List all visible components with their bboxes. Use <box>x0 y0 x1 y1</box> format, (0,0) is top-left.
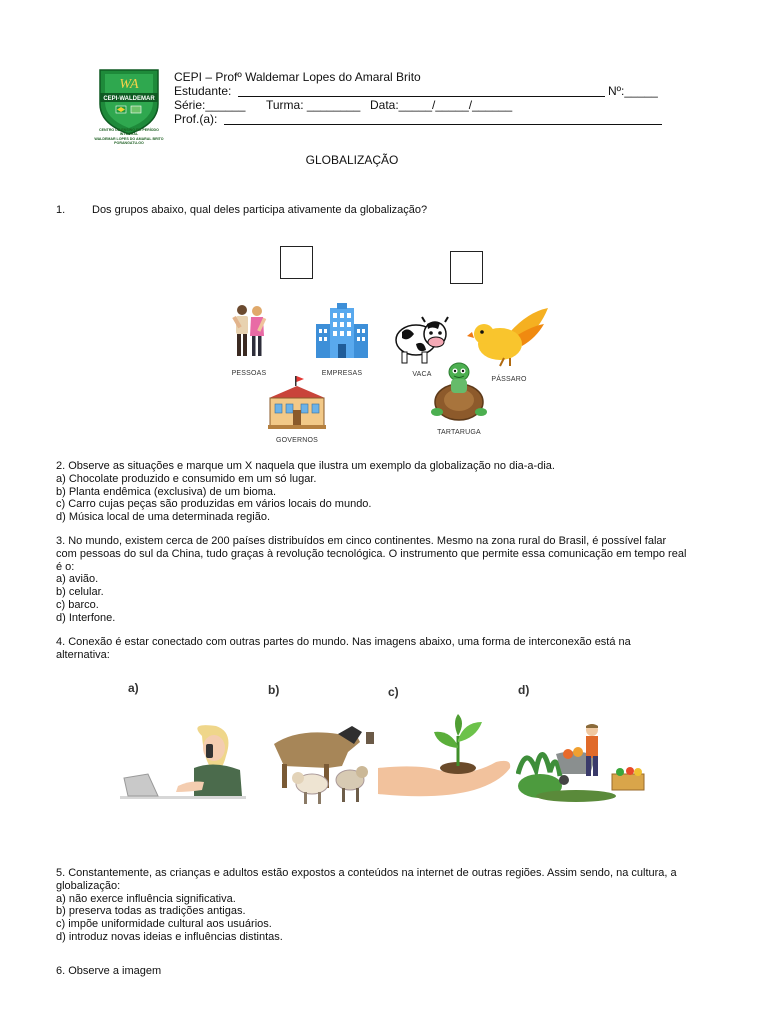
question-6 <box>56 965 726 978</box>
question-5 <box>56 867 726 944</box>
question-4 <box>56 636 726 662</box>
q5-option-c[interactable]: c) impõe uniformidade cultural aos usuários. <box>56 918 272 931</box>
option-pessoas <box>222 302 276 377</box>
q3-stem-line-1: 3. No mundo, existem cerca de 200 países distribuídos em cinco continentes. Mesmo na zona rural do Brasil, é possível falar <box>56 535 667 547</box>
q4-label-a: a) <box>128 681 139 695</box>
answer-box-right[interactable] <box>450 251 483 284</box>
q2-option-a[interactable]: a) Chocolate produzido e consumido em um só lugar. <box>56 472 317 485</box>
woman-phone-laptop-icon <box>118 722 248 802</box>
student-name-line[interactable] <box>238 96 605 97</box>
logo-banner: CEPI-WALDEMAR <box>103 96 155 102</box>
school-name: CEPI – Profº Waldemar Lopes do Amaral Brito <box>174 70 421 84</box>
q5-option-d[interactable]: d) introduz novas ideias e influências distintas. <box>56 930 283 943</box>
teacher-label: Prof.(a): <box>174 112 218 126</box>
bird-icon <box>466 306 552 370</box>
option-governos <box>266 374 328 444</box>
q2-stem: 2. Observe as situações e marque um X naquela que ilustra um exemplo da globalização no dia-a-dia. <box>56 460 555 472</box>
student-label: Estudante: <box>174 84 232 98</box>
q2-option-c[interactable]: c) Carro cujas peças são produzidas em vários locais do mundo. <box>56 498 372 511</box>
date-field[interactable]: Data:_____/_____/______ <box>370 98 513 112</box>
q4-label-b: b) <box>268 683 280 697</box>
government-building-icon <box>266 374 328 430</box>
farmer-vegetables-icon <box>516 724 648 806</box>
q5-option-a[interactable]: a) não exerce influência significativa. <box>56 892 236 905</box>
q4-label-c: c) <box>388 685 399 699</box>
q2-option-b[interactable]: b) Planta endêmica (exclusiva) de um bioma. <box>56 485 277 498</box>
cow-icon <box>394 314 450 366</box>
teacher-name-line[interactable] <box>224 124 662 125</box>
people-icon <box>222 302 276 362</box>
q4-stem-line-2: alternativa: <box>56 648 110 661</box>
q5-stem-line-1: 5. Constantemente, as crianças e adultos estão expostos a conteúdos na internet de outras regiões. Assim sendo, na cultura, a <box>56 867 677 879</box>
q4-option-c-image[interactable] <box>378 708 516 805</box>
q2-option-d[interactable]: d) Música local de uma determinada região. <box>56 511 271 524</box>
farm-animals-icon <box>268 722 378 810</box>
q4-option-d-image[interactable] <box>516 724 648 811</box>
turtle-icon <box>428 362 490 424</box>
label-governos: GOVERNOS <box>275 437 319 444</box>
school-logo <box>96 64 162 144</box>
q3-stem-line-2: com pessoas do sul da China, tudo graças à revolução tecnológica. O instrumento que permite essa comunicação em tempo real <box>56 547 687 560</box>
logo-initials: WA <box>119 77 139 92</box>
logo-caption-2: WALDEMAR LOPES DO AMARAL BRITO <box>94 136 164 141</box>
page-title: GLOBALIZAÇÃO <box>305 153 399 167</box>
q4-option-a-image[interactable] <box>118 722 248 807</box>
q6-stem: 6. Observe a imagem <box>56 965 162 977</box>
q3-option-a[interactable]: a) avião. <box>56 573 99 586</box>
question-3 <box>56 535 726 625</box>
buildings-icon <box>312 302 372 362</box>
q4-option-b-image[interactable] <box>268 722 378 815</box>
q5-stem-line-2: globalização: <box>56 879 121 892</box>
label-empresas: EMPRESAS <box>321 370 363 377</box>
q1-number: 1. <box>56 204 66 216</box>
label-vaca: VACA <box>412 371 432 378</box>
q3-option-b[interactable]: b) celular. <box>56 586 104 599</box>
hand-plant-icon <box>378 708 516 800</box>
q4-label-d: d) <box>518 683 530 697</box>
q4-stem-line-1: 4. Conexão é estar conectado com outras partes do mundo. Nas imagens abaixo, uma forma de interconexão está na <box>56 636 631 648</box>
serie-field[interactable]: Série:______ <box>174 98 246 112</box>
answer-box-left[interactable] <box>280 246 313 279</box>
logo-caption-1: CENTRO DE ENSINO EM PERÍODO INTEGRAL <box>99 128 159 137</box>
question-2 <box>56 460 726 524</box>
q3-stem-line-3: é o: <box>56 560 75 573</box>
q1-text: Dos grupos abaixo, qual deles participa ativamente da globalização? <box>92 204 428 216</box>
logo-caption-3: PORANGATU-GO <box>114 141 144 146</box>
q3-option-c[interactable]: c) barco. <box>56 598 99 611</box>
q5-option-b[interactable]: b) preserva todas as tradições antigas. <box>56 905 246 918</box>
option-tartaruga <box>428 362 490 436</box>
label-pessoas: PESSOAS <box>231 370 267 377</box>
option-empresas <box>312 302 372 377</box>
turma-field[interactable]: Turma: ________ <box>266 98 361 112</box>
number-field[interactable]: Nº:_____ <box>608 84 658 98</box>
label-tartaruga: TARTARUGA <box>437 429 481 436</box>
q3-option-d[interactable]: d) Interfone. <box>56 611 116 624</box>
label-passaro: PÁSSARO <box>491 376 527 383</box>
